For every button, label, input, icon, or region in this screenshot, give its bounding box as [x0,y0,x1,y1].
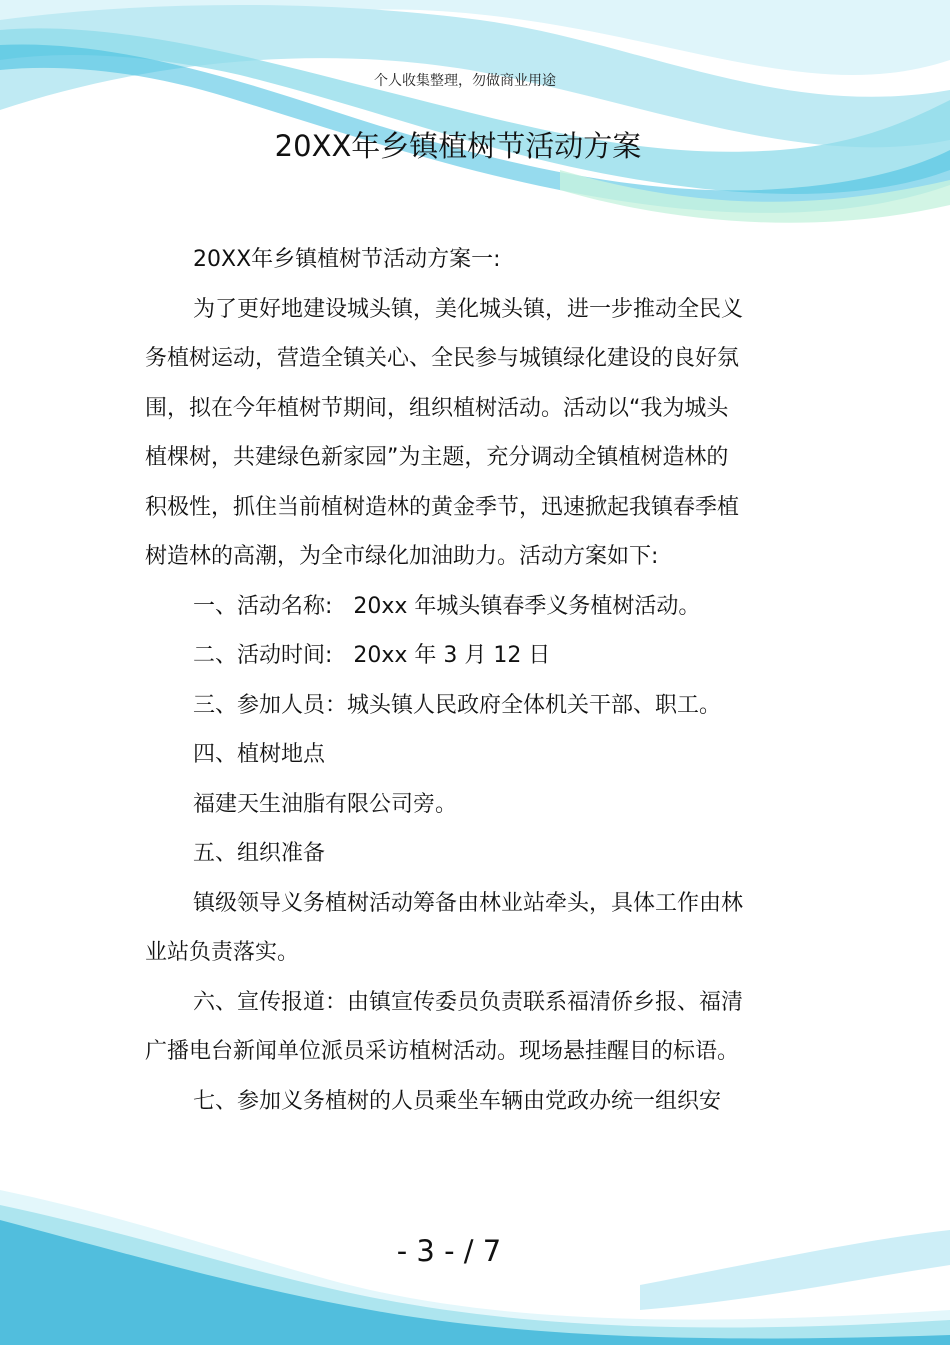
paragraph-preparation: 镇级领导义务植树活动筹备由林业站牵头，具体工作由林业站负责落实。 [145,890,744,965]
paragraph-publicity: 六、宣传报道：由镇宣传委员负责联系福清侨乡报、福清广播电台新闻单位派员采访植树活动。现场悬挂醒目的标语。 [145,989,744,1064]
paragraph-location-heading: 四、植树地点 [193,742,326,767]
paragraph-activity-name: 一、活动名称: 20xx 年城头镇春季义务植树活动。 [193,593,701,619]
paragraph-location: 福建天生油脂有限公司旁。 [193,791,458,817]
page-number: - 3 - / 7 [396,1234,502,1268]
paragraph-preparation-heading: 五、组织准备 [193,841,326,866]
paragraph-subtitle: 20XX年乡镇植树节活动方案一: [193,247,501,272]
paragraph-transport: 七、参加义务植树的人员乘坐车辆由党政办统一组织安 [193,1088,722,1114]
paragraph-participants: 三、参加人员：城头镇人民政府全体机关干部、职工。 [193,692,722,718]
document-body [145,235,745,1126]
header-note: 个人收集整理，勿做商业用途 [374,73,556,89]
document-title: 20XX年乡镇植树节活动方案 [274,129,642,163]
paragraph-intro: 为了更好地建设城头镇，美化城头镇，进一步推动全民义务植树运动，营造全镇关心、全民参与城镇绿化建设的良好氛围，拟在今年植树节期间，组织植树活动。活动以“我为城头植棵树，共建绿色新家园”为主题，充分调动全镇植树造林的积极性，抓住当前植树造林的黄金季节，迅速掀起我镇春季植树造林的高潮，为全市绿化加油助力。活动方案如下: [145,296,744,569]
paragraph-activity-time: 二、活动时间: 20xx 年 3 月 12 日 [193,643,551,668]
